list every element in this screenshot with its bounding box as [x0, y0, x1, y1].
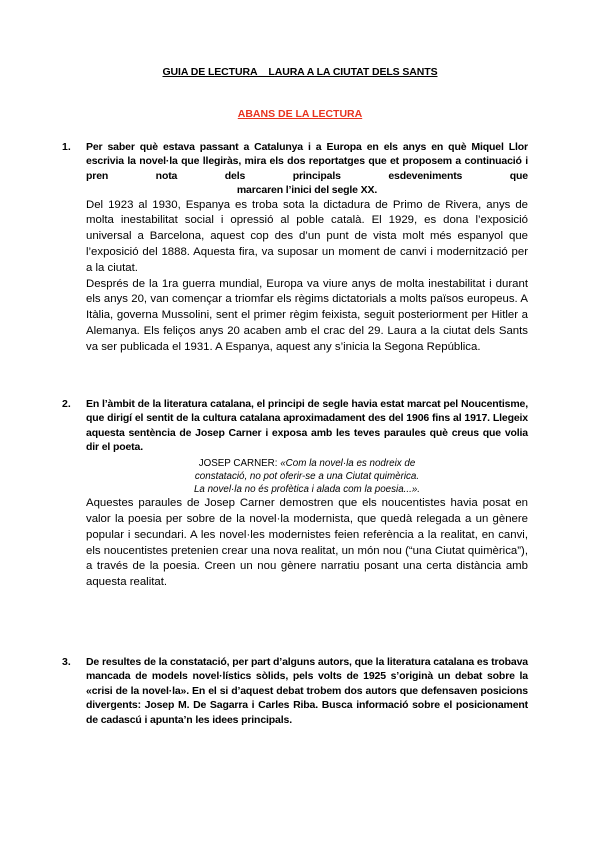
- question-text: En l’àmbit de la literatura catalana, el principi de segle havia estat marcat pel Noucentisme, que dirigí el sentit de la cultura catalana aproximadament des del 1906 fins al 1917. Llegeix aquesta sentència de Josep Carner i exposa amb les teves paraules què creus que volia dir el poeta.: [86, 398, 528, 454]
- question-last-line: marcaren l’inici del segle XX.: [236, 184, 378, 197]
- answer-paragraph: Després de la 1ra guerra mundial, Europa va viure anys de molta inestabilitat i durant els anys 20, van començar a triomfar els règims dictatorials a molts països europeus. A Itàlia, governa Mussolini, sent el primer règim feixista, seguit posteriorment per Hitler a Alemanya. Els feliços anys 20 acaben amb el crac del 29. Laura a la ciutat dels Sants va ser publicada el 1931. A Espanya, aquest any s’inicia la Segona República.: [86, 277, 528, 353]
- question-item-1: [62, 140, 528, 356]
- item-number: 3.: [62, 656, 71, 668]
- answer-paragraph: Aquestes paraules de Josep Carner demostren que els noucentistes havia posat en valor la poesia per sobre de la novel·la modernista, que quedà relegada a un gènere popular i secundari. A les novel·les modernistes feien referència a la realitat, en canvi, els noucentistes pretenien crear una nova realitat, un món nou (“una Ciutat quimèrica”), a través de la poesia. Creen un nou gènere narratiu posant una certa distància amb aquesta realitat.: [86, 497, 528, 589]
- quote-block: [86, 457, 528, 497]
- question-item-2: [62, 397, 528, 591]
- item-number: 1.: [62, 141, 71, 153]
- quote-line: constatació, no pot oferir-se a una Ciutat quimèrica.: [194, 470, 420, 482]
- document-title: GUIA DE LECTURA _ LAURA A LA CIUTAT DELS SANTS: [162, 66, 438, 78]
- quote-line: La novel·la no és profètica i alada com la poesia...».: [193, 484, 420, 496]
- question-text: [86, 140, 528, 198]
- answer-paragraph: Del 1923 al 1930, Espanya es troba sota la dictadura de Primo de Rivera, anys de molta inestabilitat social i opressió al poble català. El 1929, es dona l’exposició universal a Barcelona, aquest cop des d’un punt de vista molt més espanyol que l’exposició del 1888. Aquesta fira, va suposar un moment de canvi i modernització per a la ciutat.: [86, 198, 528, 274]
- question-body: Per saber què estava passant a Catalunya i a Europa en els anys en què Miquel Llor escrivia la novel·la que llegiràs, mira els dos reportatges que et proposem a continuació i pren nota dels principals esdeveniments que: [86, 141, 528, 182]
- quote-author: JOSEP CARNER:: [198, 457, 278, 469]
- item-number: 2.: [62, 398, 71, 410]
- question-item-3: [62, 655, 528, 727]
- question-text: De resultes de la constatació, per part d’alguns autors, que la literatura catalana es trobava mancada de models novel·lístics sòlids, pels volts de 1925 s’originà un debat sobre la «crisi de la novel·la». En el si d’aquest debat trobem dos autors que defensaven posicions divergents: Josep M. De Sagarra i Carles Riba. Busca informació sobre el posicionament de cadascú i apunta’n les idees principals.: [86, 656, 528, 726]
- section-heading: ABANS DE LA LECTURA: [237, 108, 363, 120]
- quote-line: «Com la novel·la es nodreix de: [280, 457, 416, 469]
